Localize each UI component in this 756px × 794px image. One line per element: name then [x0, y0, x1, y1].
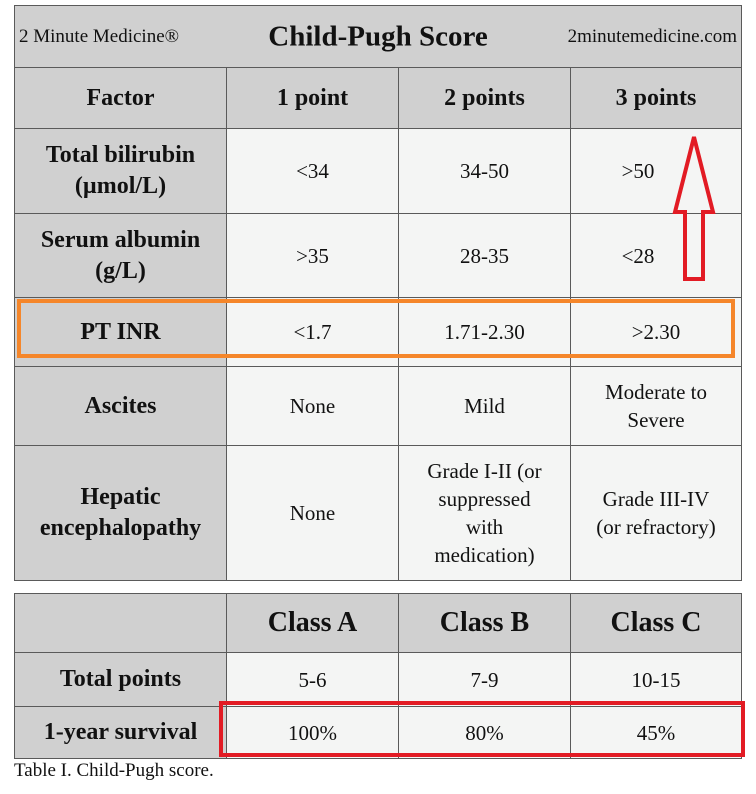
table-row-total-points	[15, 653, 742, 707]
title-cell	[15, 6, 742, 68]
cell-line: Grade III-IV	[602, 487, 710, 511]
cell-1-point: <1.7	[227, 298, 399, 367]
table-row-bilirubin	[15, 129, 742, 214]
factor-label	[15, 129, 227, 214]
factor-label-line: Serum albumin	[40, 226, 201, 253]
cell-2-points: 34-50	[399, 129, 571, 214]
page-title: Child-Pugh Score	[268, 20, 488, 52]
factor-label-unit: (µmol/L)	[74, 173, 167, 199]
factor-label	[15, 446, 227, 581]
cell-3-points: >2.30	[571, 298, 742, 367]
child-pugh-score-table	[14, 5, 742, 581]
factor-label: PT INR	[15, 298, 227, 367]
cell-2-points	[399, 446, 571, 581]
column-header-1-point: 1 point	[227, 68, 399, 129]
cell-line: (or refractory)	[596, 515, 716, 539]
column-header-3-points: 3 points	[571, 68, 742, 129]
class-header-row	[15, 594, 742, 653]
cell-class-a: 100%	[227, 707, 399, 759]
column-header-class-a: Class A	[227, 594, 399, 653]
child-pugh-class-table	[14, 593, 742, 759]
cell-2-points: Mild	[399, 367, 571, 446]
row-label: Total points	[15, 653, 227, 707]
table-caption: Table I. Child-Pugh score.	[14, 760, 214, 781]
table-row-ascites	[15, 367, 742, 446]
column-header-row	[15, 68, 742, 129]
cell-3-points	[571, 367, 742, 446]
empty-header-cell	[15, 594, 227, 653]
factor-label-line: encephalopathy	[39, 515, 202, 541]
cell-2-points: 1.71-2.30	[399, 298, 571, 367]
cell-1-point: <34	[227, 129, 399, 214]
cell-line: with	[465, 515, 504, 539]
cell-line: Moderate to	[604, 380, 708, 404]
cell-3-points: <28	[571, 214, 742, 298]
factor-label-line: Total bilirubin	[45, 142, 196, 168]
cell-class-b: 7-9	[399, 653, 571, 707]
cell-line: medication)	[434, 543, 535, 567]
column-header-2-points: 2 points	[399, 68, 571, 129]
cell-3-points: >50	[571, 129, 742, 214]
cell-1-point: None	[227, 367, 399, 446]
factor-label	[15, 214, 227, 298]
factor-label-unit: (g/L)	[95, 257, 146, 284]
cell-line: suppressed	[438, 487, 531, 511]
table-row-1-year-survival	[15, 707, 742, 759]
column-header-class-c: Class C	[571, 594, 742, 653]
cell-2-points: 28-35	[399, 214, 571, 298]
column-header-factor: Factor	[15, 68, 227, 129]
title-row	[15, 6, 742, 68]
cell-class-c: 10-15	[571, 653, 742, 707]
cell-1-point: None	[227, 446, 399, 581]
factor-label-line: Hepatic	[80, 484, 161, 510]
factor-label: Ascites	[15, 367, 227, 446]
cell-class-c: 45%	[571, 707, 742, 759]
cell-class-a: 5-6	[227, 653, 399, 707]
column-header-class-b: Class B	[399, 594, 571, 653]
brand-left: 2 Minute Medicine®	[19, 25, 180, 47]
cell-1-point: >35	[227, 214, 399, 298]
cell-3-points	[571, 446, 742, 581]
row-label: 1-year survival	[15, 707, 227, 759]
brand-right: 2minutemedicine.com	[567, 25, 737, 47]
table-row-albumin	[15, 214, 742, 298]
cell-line: Grade I-II (or	[427, 459, 542, 483]
table-row-pt-inr	[15, 298, 742, 367]
cell-class-b: 80%	[399, 707, 571, 759]
cell-line: Severe	[627, 408, 685, 432]
table-row-hepatic-encephalopathy	[15, 446, 742, 581]
